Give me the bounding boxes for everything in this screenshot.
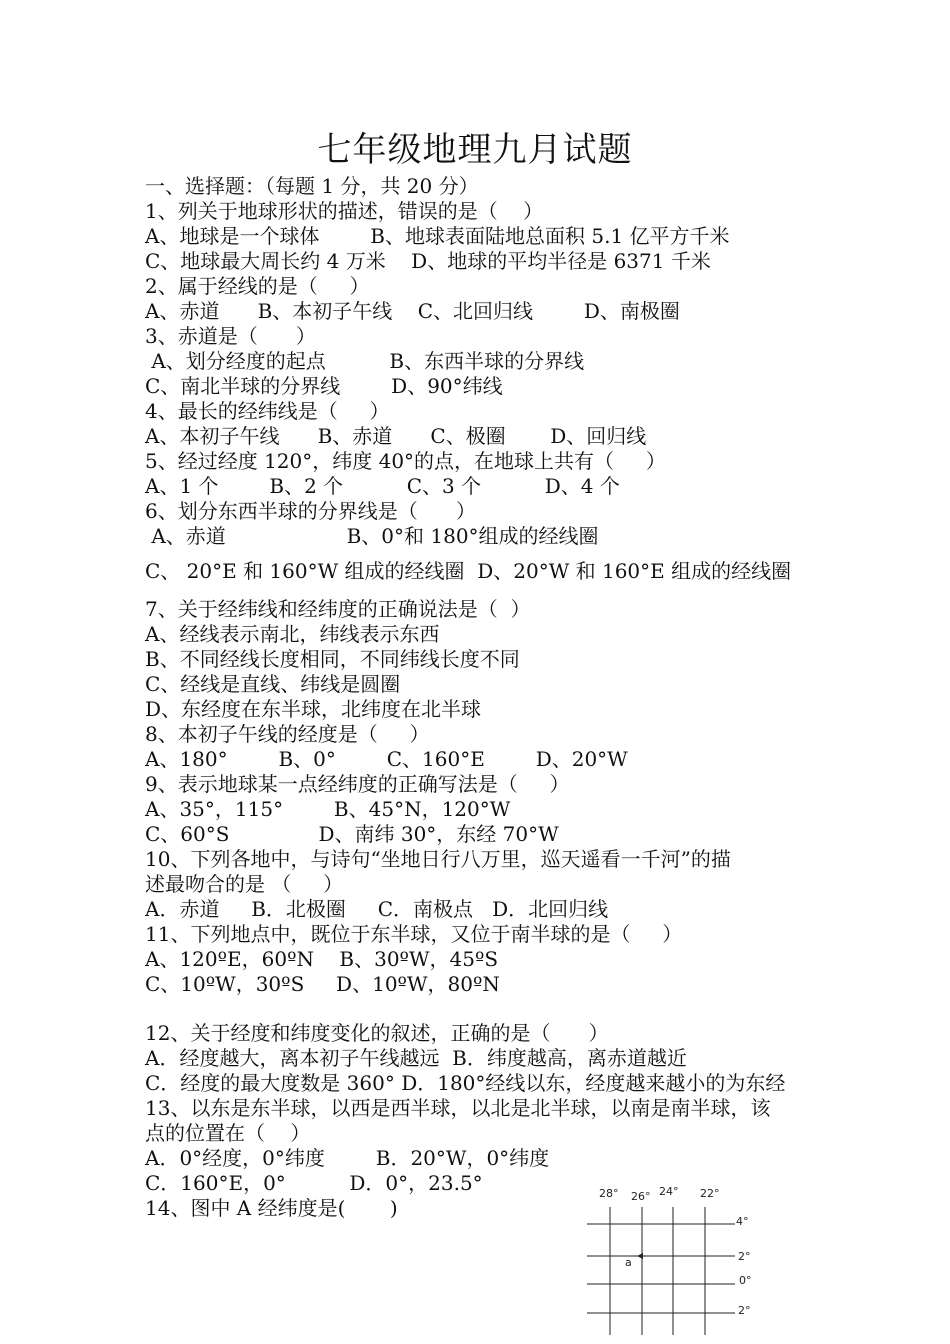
section-heading: 一、选择题：（每题 1 分，共 20 分）	[145, 174, 479, 198]
question-13-options-cd: C．160°E，0° D．0°，23.5°	[145, 1171, 483, 1195]
question-5: 5、经过经度 120°，纬度 40°的点，在地球上共有（ ）	[145, 449, 666, 473]
question-13-options-ab: A．0°经度，0°纬度 B．20°W，0°纬度	[145, 1146, 550, 1170]
parallel-lines	[587, 1224, 735, 1313]
question-12: 12、关于经度和纬度变化的叙述，正确的是（ ）	[145, 1021, 609, 1045]
question-7-option-d: D、东经度在东半球，北纬度在北半球	[145, 697, 482, 721]
question-11-options-ab: A、120ºE，60ºN B、30ºW，45ºS	[145, 947, 499, 971]
question-11: 11、下列地点中，既位于东半球，又位于南半球的是（ ）	[145, 922, 683, 946]
question-6: 6、划分东西半球的分界线是（ ）	[145, 499, 476, 523]
question-7: 7、关于经纬线和经纬度的正确说法是（ ）	[145, 597, 531, 621]
question-6-options-cd: C、 20°E 和 160°W 组成的经线圈 D、20°W 和 160°E 组成的经线圈	[145, 559, 792, 583]
question-7-option-c: C、经线是直线、纬线是圆圈	[145, 672, 401, 696]
question-9: 9、表示地球某一点经纬度的正确写法是（ ）	[145, 772, 570, 796]
lat-lon-grid-figure	[585, 1180, 755, 1340]
question-12-options-cd: C．经度的最大度数是 360° D．180°经线以东，经度越来越小的为东经	[145, 1071, 786, 1095]
lon-label: 24°	[659, 1185, 679, 1198]
question-3: 3、赤道是（ ）	[145, 324, 316, 348]
question-9-options-cd: C、60°S D、南纬 30°，东经 70°W	[145, 822, 559, 846]
question-6-options-ab: A、赤道 B、0°和 180°组成的经线圈	[145, 524, 599, 548]
question-10-cont: 述最吻合的是 （ ）	[145, 872, 344, 896]
question-1-options-ab: A、地球是一个球体 B、地球表面陆地总面积 5.1 亿平方千米	[145, 224, 730, 248]
question-13: 13、以东是东半球，以西是西半球，以北是北半球，以南是南半球，该	[145, 1096, 771, 1120]
question-12-options-ab: A．经度越大，离本初子午线越远 B．纬度越高，离赤道越近	[145, 1046, 687, 1070]
question-3-options-ab: A、划分经度的起点 B、东西半球的分界线	[145, 349, 585, 373]
point-a-label: a	[625, 1256, 632, 1269]
question-7-option-a: A、经线表示南北，纬线表示东西	[145, 622, 440, 646]
question-10: 10、下列各地中，与诗句“坐地日行八万里，巡天遥看一千河”的描	[145, 847, 731, 871]
question-8-options: A、180° B、0° C、160°E D、20°W	[145, 747, 628, 771]
question-1: 1、列关于地球形状的描述，错误的是（ ）	[145, 199, 544, 223]
lon-label: 26°	[631, 1190, 651, 1203]
page-title: 七年级地理九月试题	[317, 130, 633, 170]
question-2-options: A、赤道 B、本初子午线 C、北回归线 D、南极圈	[145, 299, 680, 323]
lon-label: 22°	[700, 1187, 720, 1200]
question-4-options: A、本初子午线 B、赤道 C、极圈 D、回归线	[145, 424, 647, 448]
question-10-options: A．赤道 B．北极圈 C．南极点 D．北回归线	[145, 897, 609, 921]
question-4: 4、最长的经纬线是（ ）	[145, 399, 390, 423]
question-2: 2、属于经线的是（ ）	[145, 274, 370, 298]
question-14: 14、图中 A 经纬度是( )	[145, 1196, 398, 1220]
question-7-option-b: B、不同经线长度相同，不同纬线长度不同	[145, 647, 520, 671]
point-a-marker	[637, 1253, 643, 1259]
lon-label: 28°	[599, 1187, 619, 1200]
lat-label: 0°	[739, 1274, 752, 1287]
lat-label: 2°	[738, 1304, 751, 1317]
meridian-lines	[610, 1207, 705, 1335]
lat-label: 4°	[736, 1215, 749, 1228]
question-13-cont: 点的位置在（ ）	[145, 1121, 311, 1145]
question-9-options-ab: A、35°，115° B、45°N，120°W	[145, 797, 511, 821]
lat-label: 2°	[738, 1250, 751, 1263]
question-11-options-cd: C、10ºW，30ºS D、10ºW，80ºN	[145, 972, 500, 996]
question-8: 8、本初子午线的经度是（ ）	[145, 722, 430, 746]
grid-diagram	[585, 1180, 755, 1340]
question-1-options-cd: C、地球最大周长约 4 万米 D、地球的平均半径是 6371 千米	[145, 249, 711, 273]
question-3-options-cd: C、南北半球的分界线 D、90°纬线	[145, 374, 503, 398]
question-5-options: A、1 个 B、2 个 C、3 个 D、4 个	[145, 474, 620, 498]
